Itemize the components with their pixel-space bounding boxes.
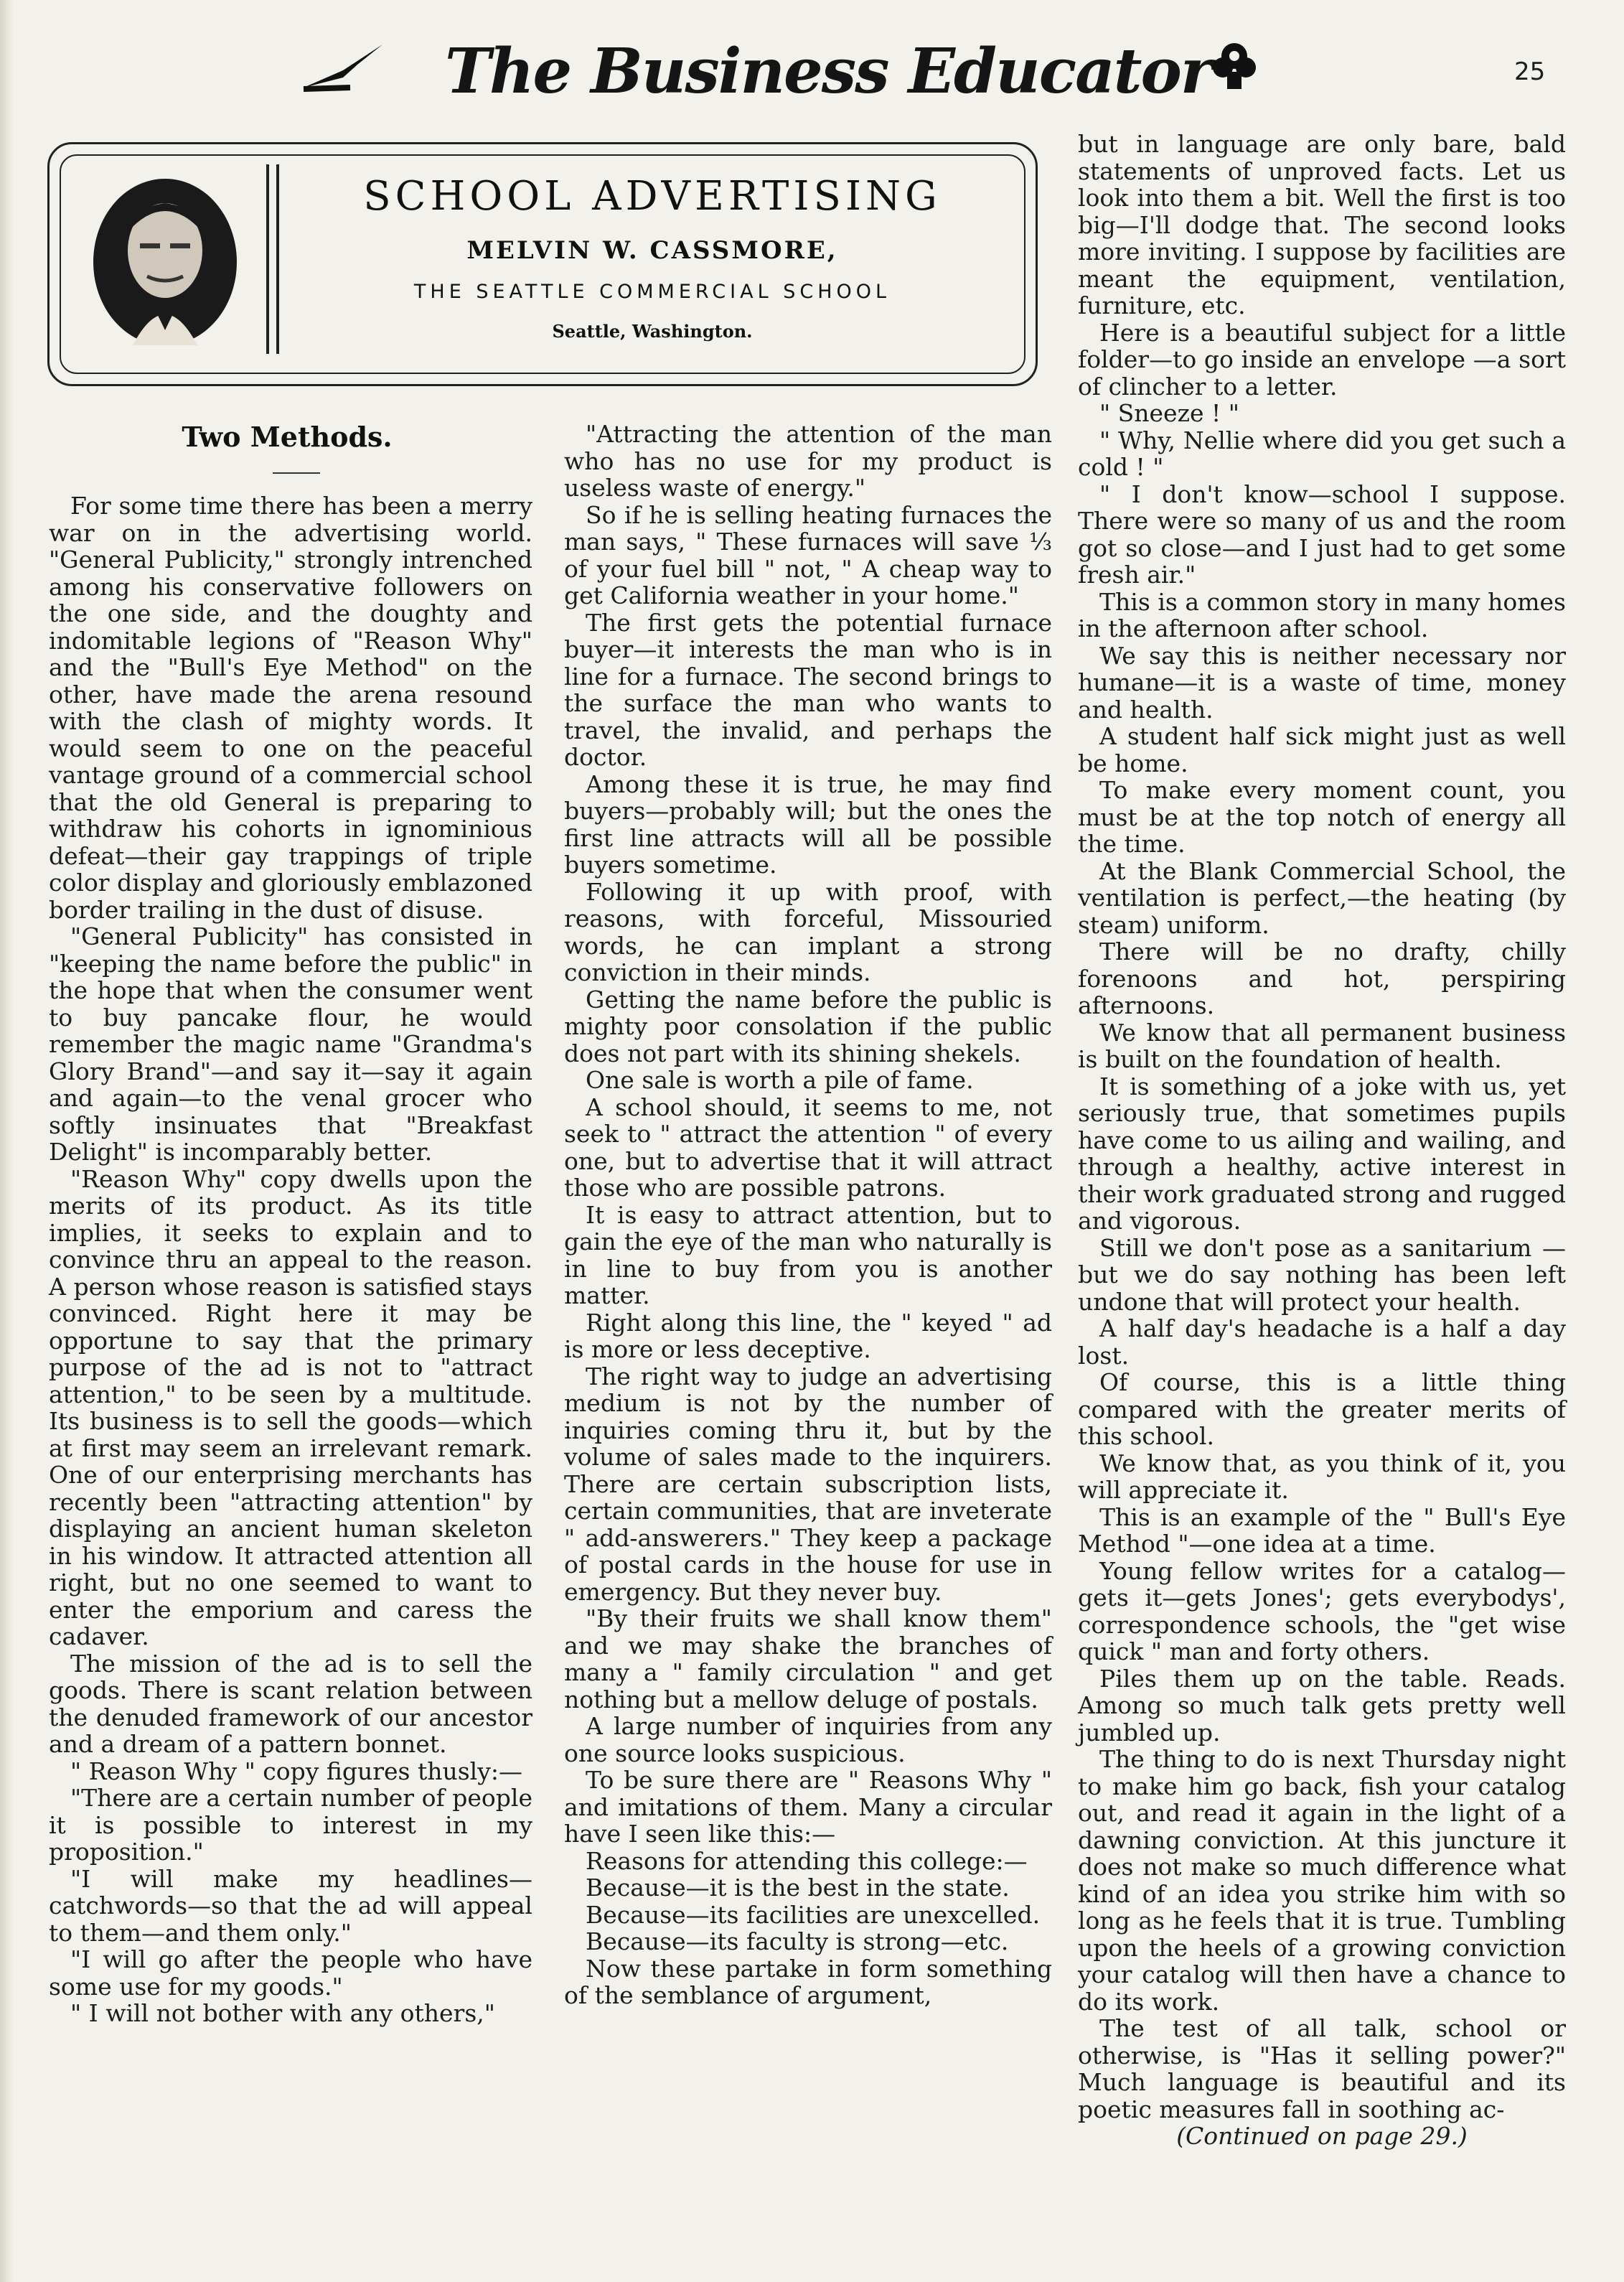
paragraph: Right along this line, the " keyed " ad is more or less deceptive. bbox=[564, 1308, 1052, 1363]
paragraph: "Reason Why" copy dwells upon the merits of its product. As its title implies, it seeks to explain and to convince thru an appeal to the reason. A person whose reason is satisfied stays convinced. Right here it may be opportune to say that the primary purpose of the ad is not to "attract attention," to be seen by a multitude. Its business is to sell the goods—which at first may seem an irrelevant remark. One of our enterprising merchants has recently been "attracting attention" by displaying an ancient human skeleton in his window. It attracted attention all right, but no one seemed to want to enter the emporium and caress the cadaver. bbox=[49, 1164, 532, 1650]
portrait-divider bbox=[276, 164, 279, 354]
paragraph: For some time there has been a merry war on in the advertising world. "General Publicity," strongly intrenched among his conservative followers on the one side, and the doughty and indomitable legions of "Reason Why" and the "Bull's Eye Method" on the other, have made the arena resound with the clash of mighty words. It would seem to one on the peaceful vantage ground of a commercial school that the old General is preparing to withdraw his cohorts in ignominious defeat—their gay trappings of triple color display and gloriously emblazoned border trailing in the dust of disuse. bbox=[49, 492, 532, 924]
paragraph: "There are a certain number of people it is possible to interest in my proposition." bbox=[49, 1784, 532, 1866]
author-portrait bbox=[90, 176, 240, 348]
text-column-2 bbox=[564, 421, 1052, 2009]
paragraph: Among these it is true, he may find buyers—probably will; but the ones the first line attracts will all be possible buyers sometime. bbox=[564, 770, 1052, 879]
page-edge-shadow bbox=[0, 0, 13, 2282]
paragraph: The test of all talk, school or otherwise, is "Has it selling power?" Much language is beautiful and its poetic measures fall in soothing ac- bbox=[1078, 2014, 1566, 2123]
text-column-1 bbox=[49, 492, 532, 2027]
paragraph: Young fellow writes for a catalog—gets it—gets Jones'; gets everybodys', correspondence schools, the "get wise quick " man and forty others. bbox=[1078, 1556, 1566, 1665]
paragraph: The first gets the potential furnace buyer—it interests the man who is in line for a furnace. The second brings to the surface the man who wants to travel, the invalid, and perhaps the doctor. bbox=[564, 608, 1052, 771]
paragraph: Now these partake in form something of the semblance of argument, bbox=[564, 1954, 1052, 2009]
paragraph: The mission of the ad is to sell the goods. There is scant relation between the denuded framework of our ancestor and a dream of a pattern bonnet. bbox=[49, 1649, 532, 1758]
paragraph: We know that all permanent business is built on the foundation of health. bbox=[1078, 1018, 1566, 1073]
paragraph: A student half sick might just as well be home. bbox=[1078, 722, 1566, 777]
paragraph: A school should, it seems to me, not seek to " attract the attention " of every one, but to advertise that it will attract those who are possible patrons. bbox=[564, 1093, 1052, 1202]
paragraph: " Reason Why " copy figures thusly:— bbox=[70, 1757, 522, 1785]
quill-icon bbox=[300, 43, 386, 93]
paragraph: A half day's headache is a half a day lost. bbox=[1078, 1314, 1566, 1370]
paragraph: "By their fruits we shall know them" and we may shake the branches of many a " family circulation " and get nothing but a mellow deluge of postals. bbox=[564, 1604, 1052, 1713]
paragraph: So if he is selling heating furnaces the man says, " These furnaces will save ⅓ of your fuel bill " not, " A cheap way to get California weather in your home." bbox=[564, 500, 1052, 609]
paragraph: We know that, as you think of it, you will appreciate it. bbox=[1078, 1449, 1566, 1504]
paragraph: A large number of inquiries from any one source looks suspicious. bbox=[564, 1712, 1052, 1767]
paragraph: Of course, this is a little thing compared with the greater merits of this school. bbox=[1078, 1368, 1566, 1450]
paragraph: The right way to judge an advertising medium is not by the number of inquiries coming thru it, but by the volume of sales made to the inquirers. There are certain subscription lists, certain communities, that are inveterate " add-answerers." They keep a package of postal cards in the house for use in emergency. But they never buy. bbox=[564, 1362, 1052, 1606]
paragraph: This is a common story in many homes in the afternoon after school. bbox=[1078, 587, 1566, 642]
masthead-title: The Business Educator bbox=[445, 35, 1212, 108]
ornament-icon bbox=[1206, 36, 1263, 93]
list-item: Because—its facilities are unexcelled. bbox=[586, 1900, 1041, 1929]
paragraph: One sale is worth a pile of fame. bbox=[586, 1066, 974, 1094]
paragraph: "I will make my headlines—catchwords—so that the ad will appeal to them—and them only." bbox=[49, 1864, 532, 1947]
article-title: SCHOOL ADVERTISING bbox=[363, 173, 942, 220]
paragraph: " I will not bother with any others," bbox=[70, 1999, 495, 2027]
paragraph: "I will go after the people who have some use for my goods." bbox=[49, 1945, 532, 2001]
paragraph: " I don't know—school I suppose. There were so many of us and the room got so close—and I just had to get some fresh air." bbox=[1078, 480, 1566, 589]
paragraph: There will be no drafty, chilly forenoons and hot, perspiring afternoons. bbox=[1078, 937, 1566, 1019]
paragraph: Getting the name before the public is mighty poor consolation if the public does not part with its shining shekels. bbox=[564, 985, 1052, 1067]
paragraph: Following it up with proof, with reasons, with forceful, Missouried words, he can implant a strong conviction in their minds. bbox=[564, 877, 1052, 986]
list-item: Because—its faculty is strong—etc. bbox=[586, 1927, 1009, 1955]
author-city: Seattle, Washington. bbox=[552, 321, 753, 342]
paragraph: It is easy to attract attention, but to gain the eye of the man who naturally is in line to buy from you is another matter. bbox=[564, 1200, 1052, 1309]
paragraph: " Why, Nellie where did you get such a cold ! " bbox=[1078, 426, 1566, 481]
paragraph: It is something of a joke with us, yet seriously true, that sometimes pupils have come to us ailing and wailing, and through a healthy, active interest in their work graduated strong and rugged and vigorous. bbox=[1078, 1072, 1566, 1235]
heading-rule bbox=[273, 472, 320, 474]
paragraph: We say this is neither necessary nor humane—it is a waste of time, money and health. bbox=[1078, 641, 1566, 724]
paragraph: The thing to do is next Thursday night to make him go back, fish your catalog out, and read it again in the light of a dawning conviction. At this juncture it does not make so much difference what kind of an idea you strike him with so long as he feels that it is true. Tumbling upon the heels of a growing conviction your catalog will then have a chance to do its work. bbox=[1078, 1745, 1566, 2016]
page-number: 25 bbox=[1514, 57, 1546, 86]
continued-note: (Continued on page 29.) bbox=[1176, 2122, 1468, 2150]
author-school: THE SEATTLE COMMERCIAL SCHOOL bbox=[413, 281, 891, 303]
paragraph: Piles them up on the table. Reads. Among so much talk gets pretty well jumbled up. bbox=[1078, 1664, 1566, 1746]
paragraph: but in language are only bare, bald statements of unproved facts. Let us look into them a bit. Well the first is too big—I'll dodge that. The second looks more inviting. I suppose by facilities are meant the equipment, ventilation, furniture, etc. bbox=[1078, 130, 1566, 319]
article-author: MELVIN W. CASSMORE, bbox=[466, 236, 838, 265]
portrait-divider bbox=[266, 164, 269, 354]
paragraph: " Sneeze ! " bbox=[1099, 399, 1239, 427]
paragraph: This is an example of the " Bull's Eye Method "—one idea at a time. bbox=[1078, 1502, 1566, 1558]
paragraph: Still we don't pose as a sanitarium —but we do say nothing has been left undone that will protect your health. bbox=[1078, 1233, 1566, 1316]
article-header-box bbox=[47, 142, 1038, 386]
paragraph: To make every moment count, you must be at the top notch of energy all the time. bbox=[1078, 776, 1566, 858]
paragraph: Here is a beautiful subject for a little folder—to go inside an envelope —a sort of clincher to a letter. bbox=[1078, 318, 1566, 401]
list-item: Because—it is the best in the state. bbox=[586, 1874, 1010, 1902]
list-item: Reasons for attending this college:— bbox=[586, 1846, 1028, 1875]
paragraph: At the Blank Commercial School, the ventilation is perfect,—the heating (by steam) uniform. bbox=[1078, 856, 1566, 939]
text-column-3 bbox=[1078, 131, 1566, 2150]
paragraph: To be sure there are " Reasons Why " and imitations of them. Many a circular have I seen like this:— bbox=[564, 1766, 1052, 1848]
section-heading: Two Methods. bbox=[182, 421, 393, 453]
paragraph: "Attracting the attention of the man who has no use for my product is useless waste of energy." bbox=[564, 420, 1052, 502]
paragraph: "General Publicity" has consisted in "keeping the name before the public" in the hope that when the consumer went to buy pancake flour, he would remember the magic name "Grandma's Glory Brand"—and say it—say it again and again—to the venal grocer who softly insinuates that "Breakfast Delight" is incomparably better. bbox=[49, 922, 532, 1166]
